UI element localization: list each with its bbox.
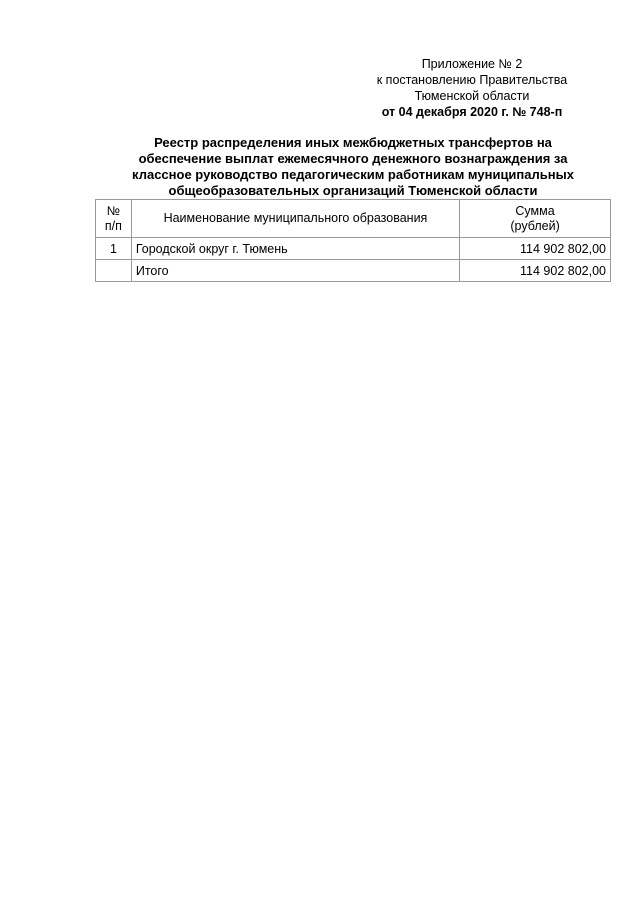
appendix-title: Приложение № 2: [421, 57, 523, 71]
total-sum: 114 902 802,00: [460, 260, 611, 282]
title-line-3: классное руководство педагогическим работникам муниципальных: [132, 167, 574, 182]
total-number: [96, 260, 132, 282]
title-line-2: обеспечение выплат ежемесячного денежного вознаграждения за: [138, 151, 568, 166]
total-label: Итого: [131, 260, 459, 282]
header-municipality: Наименование муниципального образования: [131, 200, 459, 238]
header-sum-label: Сумма: [515, 203, 555, 218]
table-total-row: [96, 260, 611, 282]
header-number-sign: №: [106, 203, 121, 218]
header-sum-unit: (рублей): [510, 218, 560, 233]
header-sum: [460, 200, 611, 238]
table-row: [96, 238, 611, 260]
appendix-block: [342, 56, 602, 120]
appendix-resolution: к постановлению Правительства: [376, 73, 568, 87]
row-municipality: Городской округ г. Тюмень: [131, 238, 459, 260]
row-number: 1: [96, 238, 132, 260]
header-number-pp: п/п: [104, 218, 122, 233]
document-title: [95, 135, 611, 199]
title-line-4: общеобразовательных организаций Тюменской области: [168, 183, 538, 198]
title-line-1: Реестр распределения иных межбюджетных трансфертов на: [154, 135, 552, 150]
header-number: [96, 200, 132, 238]
registry-table: [95, 199, 611, 282]
appendix-region: Тюменской области: [414, 89, 530, 103]
appendix-date-number: от 04 декабря 2020 г. № 748-п: [381, 105, 563, 119]
table-header-row: [96, 200, 611, 238]
row-sum: 114 902 802,00: [460, 238, 611, 260]
